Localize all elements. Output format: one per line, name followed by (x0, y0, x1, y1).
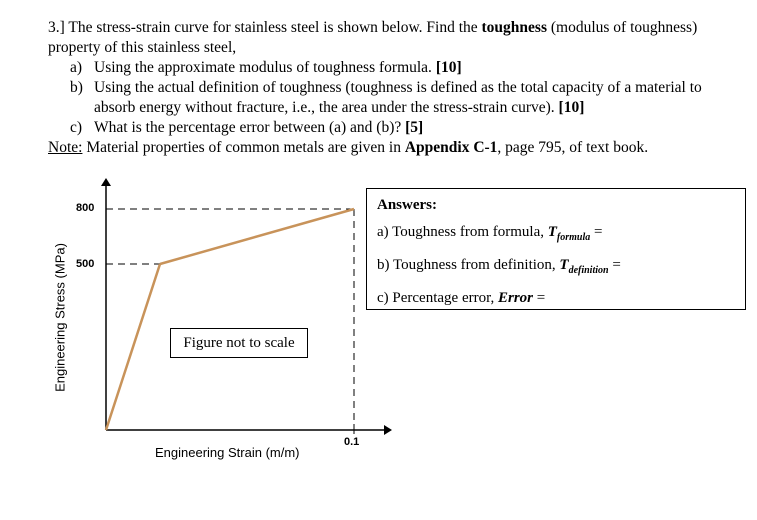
y-tick-500: 500 (76, 258, 95, 270)
x-tick-0-1: 0.1 (344, 436, 360, 448)
answer-b: b) Toughness from definition, $T_{definition}$ = (377, 257, 621, 276)
answers-box (366, 188, 746, 310)
note-appendix: Appendix C-1 (404, 139, 498, 156)
y-axis-label: Engineering Stress (MPa) (52, 243, 68, 392)
note: Note: Material properties of common metals are given in Appendix C-1, page 795, of text book. (48, 139, 649, 156)
note-label: Note: (48, 139, 83, 156)
y-axis-arrow (101, 178, 111, 186)
part-a: a) Using the approximate modulus of toughness formula. [10] (70, 59, 462, 76)
answer-a: a) Toughness from formula, $T_{formula}$ = (377, 224, 603, 243)
question-number: 3.] (48, 19, 65, 36)
x-axis-label: Engineering Strain (m/m) (155, 445, 300, 460)
curve-segment-2 (160, 209, 354, 264)
answers-title: Answers: (377, 197, 437, 213)
x-axis-arrow (384, 425, 392, 435)
y-tick-800: 800 (76, 202, 95, 214)
curve-segment-1 (106, 264, 160, 430)
answer-c: c) Percentage error, Error = (377, 290, 546, 306)
intro-text-2: (modulus of toughness) property of this stainless steel, (48, 19, 698, 56)
intro-text: The stress-strain curve for stainless steel is shown below. Find the (64, 19, 482, 36)
figure-not-to-scale-box: Figure not to scale (170, 328, 308, 358)
part-c: c) What is the percentage error between (a) and (b)? [5] (70, 119, 424, 136)
part-b: b) Using the actual definition of toughness (toughness is defined as the total capacity of a material to absorb energy without fracture, i.e., the area under the stress-strain curve). [10] (70, 79, 702, 116)
intro-bold: toughness (481, 19, 547, 36)
